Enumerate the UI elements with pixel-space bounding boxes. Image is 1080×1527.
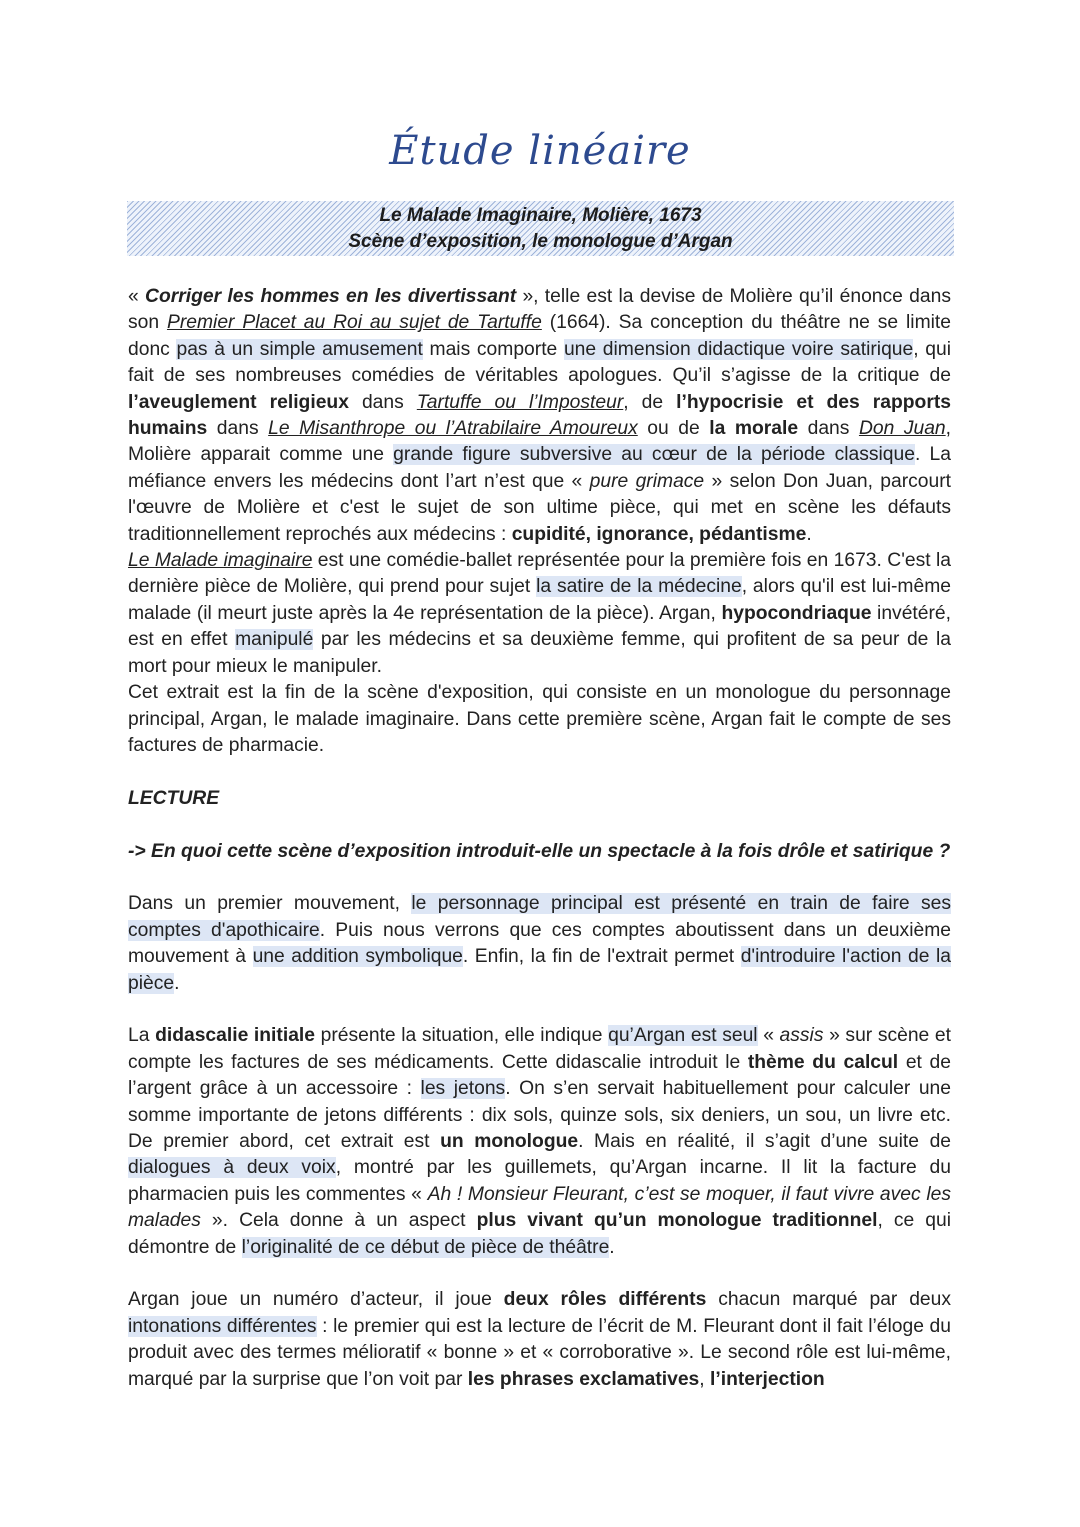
work-banner xyxy=(127,201,954,256)
bold-term: thème du calcul xyxy=(747,1051,899,1073)
bold-term: plus vivant qu’un monologue traditionnel xyxy=(476,1210,878,1232)
devise-quote: Corriger les hommes en les divertissant xyxy=(145,286,517,307)
plan-paragraph: Dans un premier mouvement, le personnage principal est présenté en train de faire ses comptes d'apothicaire. Puis nous verrons que ces comptes aboutissent dans un deuxième mouvement à une addition symbolique. Enfin, la fin de l'extrait permet d'introduire l'action de la pièce. xyxy=(128,893,951,994)
bold-term: hypocondriaque xyxy=(721,602,872,624)
bold-term: l’hypocrisie et des rapports humains xyxy=(128,391,951,440)
italic-quote: pure grimace xyxy=(589,470,705,492)
banner-line-1: Le Malade Imaginaire, Molière, 1673 xyxy=(379,204,702,226)
highlight: le personnage principal est présenté en train de faire ses comptes d'apothicaire xyxy=(128,893,951,941)
highlight: intonations différentes xyxy=(128,1315,317,1337)
highlight: d'introduire l'action de la pièce xyxy=(128,946,951,994)
highlight: une dimension didactique voire satirique xyxy=(563,338,914,360)
bold-term: un monologue xyxy=(440,1130,579,1152)
body-text xyxy=(128,284,951,1393)
bold-term: l’aveuglement religieux xyxy=(128,391,349,413)
bold-term: l’interjection xyxy=(710,1368,825,1390)
highlight: l’originalité de ce début de pièce de théâtre xyxy=(241,1236,610,1258)
problematique: -> En quoi cette scène d’exposition introduit-elle un spectacle à la fois drôle et satirique ? xyxy=(128,840,951,862)
banner-line-2: Scène d’exposition, le monologue d’Argan xyxy=(348,230,733,252)
highlight: qu’Argan est seul xyxy=(608,1025,758,1047)
highlight: dialogues à deux voix xyxy=(128,1157,336,1179)
highlight: la satire de la médecine xyxy=(536,576,742,598)
bold-term: les phrases exclamatives xyxy=(467,1368,700,1390)
analysis-paragraph-2: Argan joue un numéro d’acteur, il joue deux rôles différents chacun marqué par deux intonations différentes : le premier qui est la lecture de l’écrit de M. Fleurant dont il fait l’éloge du produit avec des termes mélioratif « bonne » et « corroborative ». Le second rôle est lui-même, marqué par la surprise que l’on voit par les phrases exclamatives, l’interjection xyxy=(128,1289,952,1390)
analysis-paragraph-1: La didascalie initiale présente la situation, elle indique qu’Argan est seul « assis » sur scène et compte les factures de ses médicaments. Cette didascalie introduit le thème du calcul et de l’argent grâce à un accessoire : les jetons. On s’en servait habituellement pour calculer une somme importante de jetons différents : dix sols, quinze sols, six deniers, un sou, un livre etc. De premier abord, cet extrait est un monologue. Mais en réalité, il s’agit d’une suite de dialogues à deux voix, montré par les guillemets, qu’Argan incarne. Il lit la facture du pharmacien puis les commentes « Ah ! Monsieur Fleurant, c’est se moquer, il faut vivre avec les malades ». Cela donne à un aspect plus vivant qu’un monologue traditionnel, ce qui démontre de l’originalité de ce début de pièce de théâtre. xyxy=(128,1025,952,1258)
highlight: une addition symbolique xyxy=(252,946,463,968)
bold-term: deux rôles différents xyxy=(503,1289,707,1311)
bold-term: la morale xyxy=(709,418,799,440)
work-title: Le Misanthrope ou l’Atrabilaire Amoureux xyxy=(268,418,638,440)
bold-term: didascalie initiale xyxy=(155,1025,315,1047)
bold-term: cupidité, ignorance, pédantisme xyxy=(511,523,807,545)
page-title: Étude linéaire xyxy=(389,128,691,174)
intro-paragraph: « Corriger les hommes en les divertissant », telle est la devise de Molière qu’il énonce dans son Premier Placet au Roi au sujet de Tartuffe (1664). Sa conception du théâtre ne se limite donc pas à un simple amusement mais comporte une dimension didactique voire satirique, qui fait de ses nombreuses comédies de véritables apologues. Qu’il s’agisse de la critique de l’aveuglement religieux dans Tartuffe ou l’Imposteur, de l’hypocrisie et des rapports humains dans Le Misanthrope ou l’Atrabilaire Amoureux ou de la morale dans Don Juan, Molière apparait comme une grande figure subversive au cœur de la période classique. La méfiance envers les médecins dont l’art n’est que « pure grimace » selon Don Juan, parcourt l'œuvre de Molière et c'est le sujet de son ultime pièce, qui met en scène les défauts traditionnellement reprochés aux médecins : cupidité, ignorance, pédantisme. xyxy=(128,286,952,545)
work-title: Don Juan xyxy=(858,418,946,440)
work-title: Premier Placet au Roi au sujet de Tartuffe xyxy=(166,312,542,334)
highlight: manipulé xyxy=(235,629,314,651)
italic-quote: Ah ! Monsieur Fleurant, c’est se moquer, il faut vivre avec les malades xyxy=(128,1183,951,1232)
work-title: Le Malade imaginaire xyxy=(128,550,313,572)
lecture-heading: LECTURE xyxy=(128,787,220,809)
highlight: pas à un simple amusement xyxy=(176,338,423,360)
work-title: Tartuffe ou l’Imposteur xyxy=(416,391,624,413)
italic-quote: assis xyxy=(779,1025,824,1047)
highlight: grande figure subversive au cœur de la période classique xyxy=(393,444,915,466)
context-paragraph: Le Malade imaginaire est une comédie-ballet représentée pour la première fois en 1673. C'est la dernière pièce de Molière, qui prend pour sujet la satire de la médecine, alors qu'il est lui-même malade (il meurt juste après la 4e représentation de la pièce). Argan, hypocondriaque invétéré, est en effet manipulé par les médecins et sa deuxième femme, qui profitent de sa peur de la mort pour mieux le manipuler. xyxy=(128,550,952,677)
extract-paragraph: Cet extrait est la fin de la scène d'exposition, qui consiste en un monologue du personnage principal, Argan, le malade imaginaire. Dans cette première scène, Argan fait le compte de ses factures de pharmacie. xyxy=(128,682,951,756)
highlight: les jetons xyxy=(420,1078,506,1100)
